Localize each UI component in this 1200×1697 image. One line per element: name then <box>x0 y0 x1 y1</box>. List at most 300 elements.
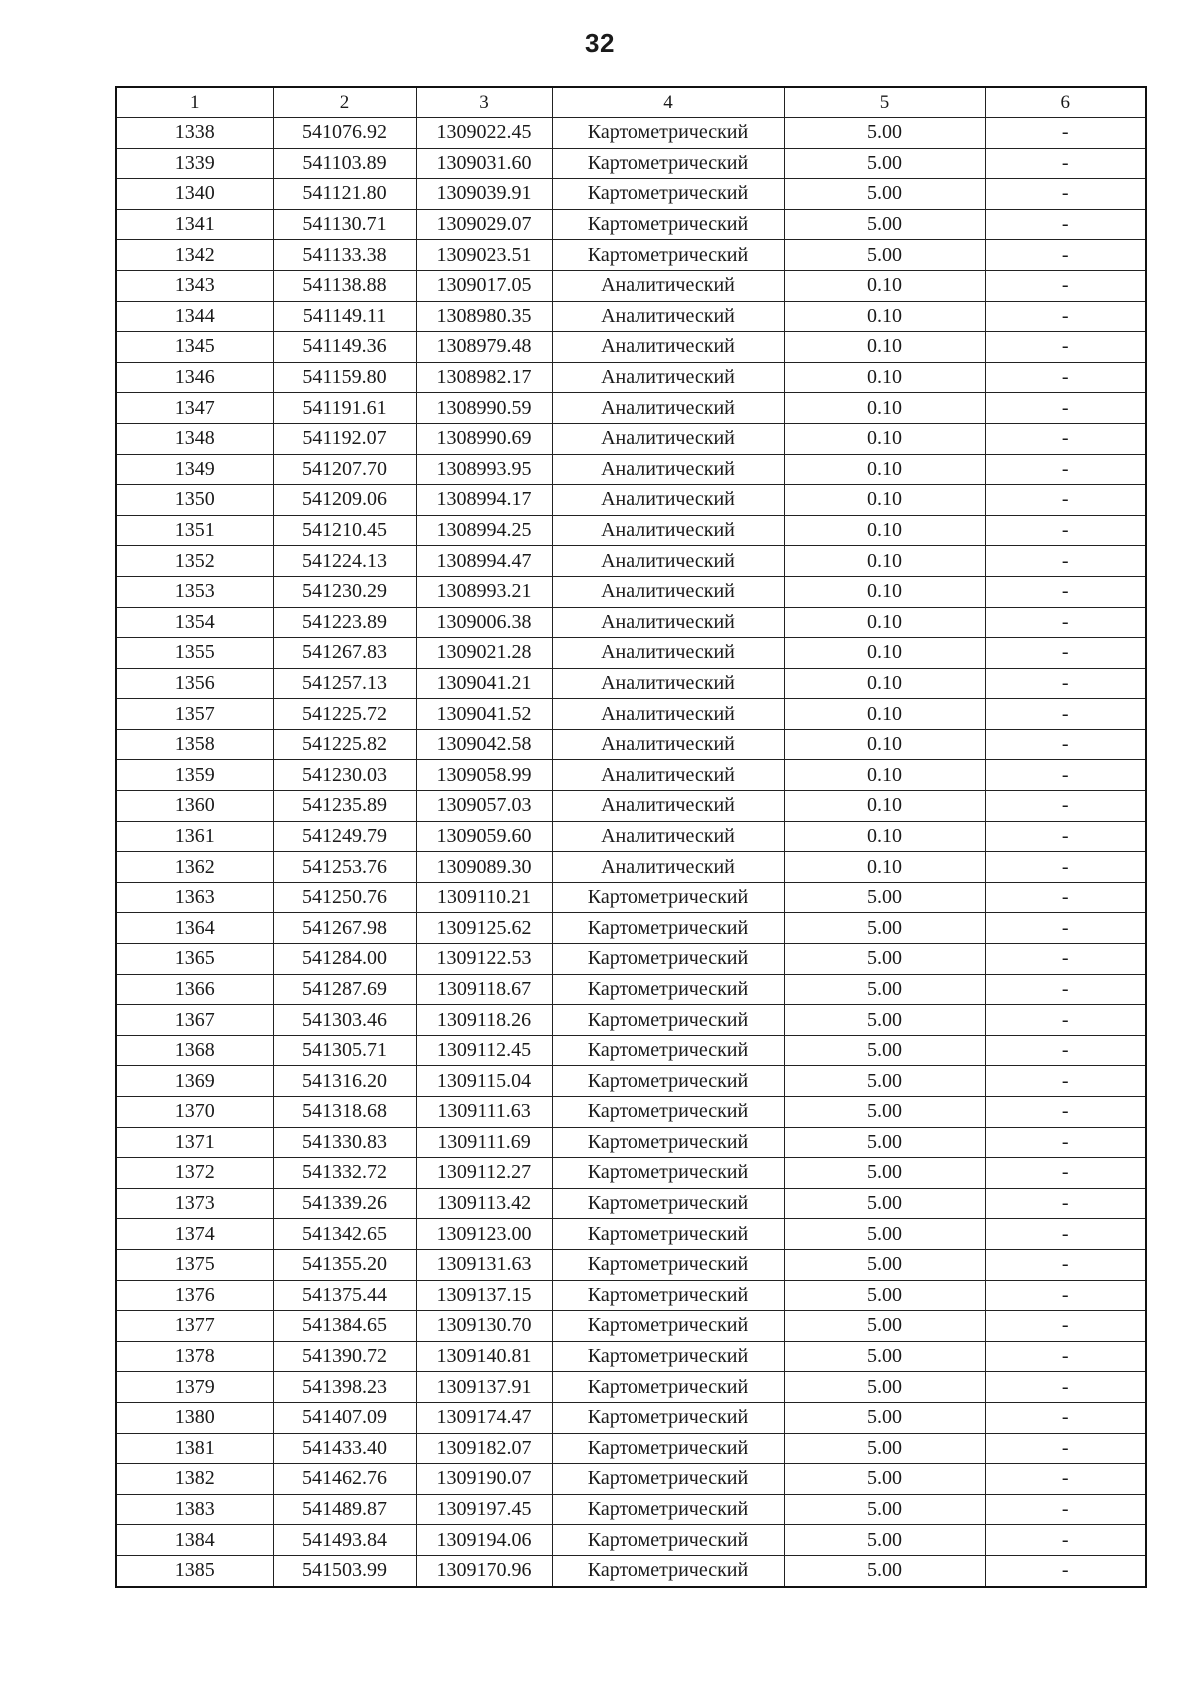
accuracy-cell: 0.10 <box>784 821 985 852</box>
x-coordinate-cell: 541159.80 <box>273 362 416 393</box>
table-row <box>116 1555 1146 1586</box>
method-cell: Картометрический <box>552 1433 784 1464</box>
point-number-cell: 1355 <box>116 638 273 669</box>
note-cell: - <box>985 1249 1146 1280</box>
note-cell: - <box>985 852 1146 883</box>
method-cell: Аналитический <box>552 576 784 607</box>
y-coordinate-cell: 1309194.06 <box>416 1525 552 1556</box>
method-cell: Аналитический <box>552 362 784 393</box>
point-number-cell: 1379 <box>116 1372 273 1403</box>
accuracy-cell: 5.00 <box>784 1555 985 1586</box>
x-coordinate-cell: 541249.79 <box>273 821 416 852</box>
method-cell: Картометрический <box>552 974 784 1005</box>
note-cell: - <box>985 913 1146 944</box>
method-cell: Аналитический <box>552 454 784 485</box>
note-cell: - <box>985 1005 1146 1036</box>
x-coordinate-cell: 541305.71 <box>273 1035 416 1066</box>
accuracy-cell: 5.00 <box>784 1433 985 1464</box>
point-number-cell: 1364 <box>116 913 273 944</box>
method-cell: Аналитический <box>552 485 784 516</box>
accuracy-cell: 5.00 <box>784 913 985 944</box>
point-number-cell: 1360 <box>116 791 273 822</box>
table-row <box>116 1433 1146 1464</box>
x-coordinate-cell: 541224.13 <box>273 546 416 577</box>
method-cell: Картометрический <box>552 1464 784 1495</box>
point-number-cell: 1373 <box>116 1188 273 1219</box>
x-coordinate-cell: 541121.80 <box>273 179 416 210</box>
method-cell: Аналитический <box>552 423 784 454</box>
method-cell: Картометрический <box>552 1555 784 1586</box>
y-coordinate-cell: 1309110.21 <box>416 882 552 913</box>
accuracy-cell: 0.10 <box>784 454 985 485</box>
accuracy-cell: 0.10 <box>784 515 985 546</box>
point-number-cell: 1366 <box>116 974 273 1005</box>
table-row <box>116 1066 1146 1097</box>
accuracy-cell: 0.10 <box>784 393 985 424</box>
table-row <box>116 1097 1146 1128</box>
y-coordinate-cell: 1309112.27 <box>416 1158 552 1189</box>
point-number-cell: 1375 <box>116 1249 273 1280</box>
method-cell: Картометрический <box>552 179 784 210</box>
method-cell: Картометрический <box>552 1158 784 1189</box>
x-coordinate-cell: 541407.09 <box>273 1402 416 1433</box>
point-number-cell: 1363 <box>116 882 273 913</box>
x-coordinate-cell: 541130.71 <box>273 209 416 240</box>
table-row <box>116 240 1146 271</box>
x-coordinate-cell: 541250.76 <box>273 882 416 913</box>
point-number-cell: 1347 <box>116 393 273 424</box>
method-cell: Картометрический <box>552 1219 784 1250</box>
method-cell: Картометрический <box>552 944 784 975</box>
table-row <box>116 760 1146 791</box>
method-cell: Картометрический <box>552 209 784 240</box>
point-number-cell: 1345 <box>116 332 273 363</box>
x-coordinate-cell: 541149.11 <box>273 301 416 332</box>
x-coordinate-cell: 541103.89 <box>273 148 416 179</box>
y-coordinate-cell: 1308982.17 <box>416 362 552 393</box>
accuracy-cell: 5.00 <box>784 1127 985 1158</box>
accuracy-cell: 5.00 <box>784 974 985 1005</box>
y-coordinate-cell: 1309041.52 <box>416 699 552 730</box>
x-coordinate-cell: 541318.68 <box>273 1097 416 1128</box>
accuracy-cell: 5.00 <box>784 209 985 240</box>
method-cell: Картометрический <box>552 1311 784 1342</box>
method-cell: Аналитический <box>552 729 784 760</box>
point-number-cell: 1378 <box>116 1341 273 1372</box>
accuracy-cell: 0.10 <box>784 332 985 363</box>
note-cell: - <box>985 1097 1146 1128</box>
y-coordinate-cell: 1309118.67 <box>416 974 552 1005</box>
y-coordinate-cell: 1308994.47 <box>416 546 552 577</box>
point-number-cell: 1372 <box>116 1158 273 1189</box>
y-coordinate-cell: 1309059.60 <box>416 821 552 852</box>
table-body <box>116 118 1146 1587</box>
method-cell: Аналитический <box>552 852 784 883</box>
x-coordinate-cell: 541316.20 <box>273 1066 416 1097</box>
table-row <box>116 791 1146 822</box>
accuracy-cell: 5.00 <box>784 1280 985 1311</box>
column-header: 1 <box>116 87 273 118</box>
accuracy-cell: 5.00 <box>784 148 985 179</box>
y-coordinate-cell: 1309130.70 <box>416 1311 552 1342</box>
note-cell: - <box>985 1280 1146 1311</box>
method-cell: Картометрический <box>552 1005 784 1036</box>
table-row <box>116 179 1146 210</box>
table-row <box>116 729 1146 760</box>
method-cell: Картометрический <box>552 882 784 913</box>
accuracy-cell: 5.00 <box>784 1372 985 1403</box>
method-cell: Картометрический <box>552 1341 784 1372</box>
table-row <box>116 974 1146 1005</box>
x-coordinate-cell: 541209.06 <box>273 485 416 516</box>
y-coordinate-cell: 1308990.69 <box>416 423 552 454</box>
x-coordinate-cell: 541225.82 <box>273 729 416 760</box>
point-number-cell: 1343 <box>116 270 273 301</box>
point-number-cell: 1348 <box>116 423 273 454</box>
note-cell: - <box>985 882 1146 913</box>
accuracy-cell: 5.00 <box>784 1219 985 1250</box>
x-coordinate-cell: 541398.23 <box>273 1372 416 1403</box>
note-cell: - <box>985 1158 1146 1189</box>
x-coordinate-cell: 541433.40 <box>273 1433 416 1464</box>
header-row <box>116 87 1146 118</box>
method-cell: Аналитический <box>552 546 784 577</box>
method-cell: Аналитический <box>552 607 784 638</box>
note-cell: - <box>985 729 1146 760</box>
y-coordinate-cell: 1309111.69 <box>416 1127 552 1158</box>
point-number-cell: 1351 <box>116 515 273 546</box>
table-row <box>116 821 1146 852</box>
x-coordinate-cell: 541235.89 <box>273 791 416 822</box>
accuracy-cell: 0.10 <box>784 423 985 454</box>
table-row <box>116 1402 1146 1433</box>
table-row <box>116 1464 1146 1495</box>
y-coordinate-cell: 1309057.03 <box>416 791 552 822</box>
point-number-cell: 1370 <box>116 1097 273 1128</box>
column-header: 5 <box>784 87 985 118</box>
accuracy-cell: 5.00 <box>784 1311 985 1342</box>
method-cell: Картометрический <box>552 1280 784 1311</box>
note-cell: - <box>985 515 1146 546</box>
accuracy-cell: 0.10 <box>784 270 985 301</box>
table-row <box>116 852 1146 883</box>
accuracy-cell: 0.10 <box>784 576 985 607</box>
note-cell: - <box>985 1464 1146 1495</box>
method-cell: Картометрический <box>552 1097 784 1128</box>
point-number-cell: 1384 <box>116 1525 273 1556</box>
accuracy-cell: 0.10 <box>784 699 985 730</box>
accuracy-cell: 5.00 <box>784 179 985 210</box>
point-number-cell: 1352 <box>116 546 273 577</box>
accuracy-cell: 5.00 <box>784 1249 985 1280</box>
y-coordinate-cell: 1309021.28 <box>416 638 552 669</box>
point-number-cell: 1383 <box>116 1494 273 1525</box>
note-cell: - <box>985 332 1146 363</box>
y-coordinate-cell: 1309089.30 <box>416 852 552 883</box>
accuracy-cell: 5.00 <box>784 1158 985 1189</box>
point-number-cell: 1376 <box>116 1280 273 1311</box>
x-coordinate-cell: 541192.07 <box>273 423 416 454</box>
note-cell: - <box>985 638 1146 669</box>
note-cell: - <box>985 760 1146 791</box>
method-cell: Аналитический <box>552 301 784 332</box>
table-row <box>116 270 1146 301</box>
x-coordinate-cell: 541230.03 <box>273 760 416 791</box>
accuracy-cell: 5.00 <box>784 1464 985 1495</box>
x-coordinate-cell: 541267.83 <box>273 638 416 669</box>
method-cell: Аналитический <box>552 515 784 546</box>
table-row <box>116 1311 1146 1342</box>
y-coordinate-cell: 1309031.60 <box>416 148 552 179</box>
method-cell: Аналитический <box>552 699 784 730</box>
accuracy-cell: 0.10 <box>784 362 985 393</box>
accuracy-cell: 5.00 <box>784 1494 985 1525</box>
y-coordinate-cell: 1309115.04 <box>416 1066 552 1097</box>
accuracy-cell: 5.00 <box>784 882 985 913</box>
x-coordinate-cell: 541257.13 <box>273 668 416 699</box>
y-coordinate-cell: 1309041.21 <box>416 668 552 699</box>
point-number-cell: 1377 <box>116 1311 273 1342</box>
accuracy-cell: 5.00 <box>784 118 985 149</box>
note-cell: - <box>985 362 1146 393</box>
note-cell: - <box>985 1035 1146 1066</box>
y-coordinate-cell: 1309111.63 <box>416 1097 552 1128</box>
note-cell: - <box>985 301 1146 332</box>
accuracy-cell: 0.10 <box>784 546 985 577</box>
accuracy-cell: 5.00 <box>784 1035 985 1066</box>
method-cell: Аналитический <box>552 760 784 791</box>
table-row <box>116 332 1146 363</box>
page-number: 32 <box>585 28 615 58</box>
point-number-cell: 1346 <box>116 362 273 393</box>
note-cell: - <box>985 1494 1146 1525</box>
y-coordinate-cell: 1309029.07 <box>416 209 552 240</box>
table-row <box>116 1494 1146 1525</box>
y-coordinate-cell: 1309137.15 <box>416 1280 552 1311</box>
table-row <box>116 1005 1146 1036</box>
x-coordinate-cell: 541330.83 <box>273 1127 416 1158</box>
x-coordinate-cell: 541390.72 <box>273 1341 416 1372</box>
accuracy-cell: 0.10 <box>784 760 985 791</box>
accuracy-cell: 5.00 <box>784 1097 985 1128</box>
note-cell: - <box>985 1341 1146 1372</box>
table-row <box>116 1525 1146 1556</box>
point-number-cell: 1359 <box>116 760 273 791</box>
x-coordinate-cell: 541191.61 <box>273 393 416 424</box>
note-cell: - <box>985 179 1146 210</box>
point-number-cell: 1354 <box>116 607 273 638</box>
x-coordinate-cell: 541210.45 <box>273 515 416 546</box>
y-coordinate-cell: 1309137.91 <box>416 1372 552 1403</box>
point-number-cell: 1350 <box>116 485 273 516</box>
note-cell: - <box>985 1127 1146 1158</box>
accuracy-cell: 5.00 <box>784 1525 985 1556</box>
note-cell: - <box>985 1525 1146 1556</box>
y-coordinate-cell: 1309023.51 <box>416 240 552 271</box>
method-cell: Картометрический <box>552 1249 784 1280</box>
table-row <box>116 638 1146 669</box>
y-coordinate-cell: 1309112.45 <box>416 1035 552 1066</box>
note-cell: - <box>985 576 1146 607</box>
y-coordinate-cell: 1309039.91 <box>416 179 552 210</box>
table-row <box>116 1280 1146 1311</box>
table-row <box>116 913 1146 944</box>
note-cell: - <box>985 699 1146 730</box>
table-row <box>116 576 1146 607</box>
note-cell: - <box>985 668 1146 699</box>
note-cell: - <box>985 974 1146 1005</box>
y-coordinate-cell: 1309125.62 <box>416 913 552 944</box>
point-number-cell: 1361 <box>116 821 273 852</box>
note-cell: - <box>985 148 1146 179</box>
x-coordinate-cell: 541287.69 <box>273 974 416 1005</box>
accuracy-cell: 5.00 <box>784 1402 985 1433</box>
column-header: 2 <box>273 87 416 118</box>
note-cell: - <box>985 209 1146 240</box>
y-coordinate-cell: 1309042.58 <box>416 729 552 760</box>
y-coordinate-cell: 1309131.63 <box>416 1249 552 1280</box>
x-coordinate-cell: 541384.65 <box>273 1311 416 1342</box>
point-number-cell: 1357 <box>116 699 273 730</box>
note-cell: - <box>985 454 1146 485</box>
method-cell: Картометрический <box>552 1402 784 1433</box>
x-coordinate-cell: 541133.38 <box>273 240 416 271</box>
x-coordinate-cell: 541223.89 <box>273 607 416 638</box>
accuracy-cell: 0.10 <box>784 638 985 669</box>
note-cell: - <box>985 607 1146 638</box>
y-coordinate-cell: 1308993.21 <box>416 576 552 607</box>
table-row <box>116 1341 1146 1372</box>
y-coordinate-cell: 1309190.07 <box>416 1464 552 1495</box>
point-number-cell: 1367 <box>116 1005 273 1036</box>
accuracy-cell: 5.00 <box>784 944 985 975</box>
point-number-cell: 1356 <box>116 668 273 699</box>
column-header: 6 <box>985 87 1146 118</box>
method-cell: Картометрический <box>552 1188 784 1219</box>
x-coordinate-cell: 541375.44 <box>273 1280 416 1311</box>
note-cell: - <box>985 821 1146 852</box>
table-row <box>116 515 1146 546</box>
point-number-cell: 1341 <box>116 209 273 240</box>
y-coordinate-cell: 1309174.47 <box>416 1402 552 1433</box>
point-number-cell: 1371 <box>116 1127 273 1158</box>
point-number-cell: 1339 <box>116 148 273 179</box>
accuracy-cell: 5.00 <box>784 1188 985 1219</box>
table-row <box>116 546 1146 577</box>
point-number-cell: 1342 <box>116 240 273 271</box>
method-cell: Аналитический <box>552 332 784 363</box>
y-coordinate-cell: 1309123.00 <box>416 1219 552 1250</box>
x-coordinate-cell: 541332.72 <box>273 1158 416 1189</box>
table-row <box>116 454 1146 485</box>
table-row <box>116 607 1146 638</box>
x-coordinate-cell: 541342.65 <box>273 1219 416 1250</box>
x-coordinate-cell: 541462.76 <box>273 1464 416 1495</box>
table-row <box>116 301 1146 332</box>
table-row <box>116 1188 1146 1219</box>
table-row <box>116 882 1146 913</box>
point-number-cell: 1358 <box>116 729 273 760</box>
point-number-cell: 1380 <box>116 1402 273 1433</box>
method-cell: Аналитический <box>552 791 784 822</box>
point-number-cell: 1368 <box>116 1035 273 1066</box>
table-row <box>116 1035 1146 1066</box>
point-number-cell: 1362 <box>116 852 273 883</box>
y-coordinate-cell: 1309022.45 <box>416 118 552 149</box>
note-cell: - <box>985 423 1146 454</box>
y-coordinate-cell: 1309017.05 <box>416 270 552 301</box>
method-cell: Аналитический <box>552 393 784 424</box>
point-number-cell: 1381 <box>116 1433 273 1464</box>
y-coordinate-cell: 1309058.99 <box>416 760 552 791</box>
y-coordinate-cell: 1309140.81 <box>416 1341 552 1372</box>
x-coordinate-cell: 541303.46 <box>273 1005 416 1036</box>
table-row <box>116 423 1146 454</box>
point-number-cell: 1340 <box>116 179 273 210</box>
table-row <box>116 944 1146 975</box>
y-coordinate-cell: 1309182.07 <box>416 1433 552 1464</box>
note-cell: - <box>985 546 1146 577</box>
table-row <box>116 393 1146 424</box>
accuracy-cell: 0.10 <box>784 485 985 516</box>
y-coordinate-cell: 1309113.42 <box>416 1188 552 1219</box>
point-number-cell: 1369 <box>116 1066 273 1097</box>
note-cell: - <box>985 1433 1146 1464</box>
x-coordinate-cell: 541339.26 <box>273 1188 416 1219</box>
table-row <box>116 485 1146 516</box>
accuracy-cell: 5.00 <box>784 1066 985 1097</box>
note-cell: - <box>985 118 1146 149</box>
accuracy-cell: 0.10 <box>784 301 985 332</box>
note-cell: - <box>985 485 1146 516</box>
x-coordinate-cell: 541355.20 <box>273 1249 416 1280</box>
method-cell: Картометрический <box>552 148 784 179</box>
method-cell: Картометрический <box>552 118 784 149</box>
note-cell: - <box>985 1555 1146 1586</box>
method-cell: Картометрический <box>552 1127 784 1158</box>
note-cell: - <box>985 944 1146 975</box>
y-coordinate-cell: 1309006.38 <box>416 607 552 638</box>
note-cell: - <box>985 1402 1146 1433</box>
x-coordinate-cell: 541284.00 <box>273 944 416 975</box>
y-coordinate-cell: 1309170.96 <box>416 1555 552 1586</box>
y-coordinate-cell: 1309197.45 <box>416 1494 552 1525</box>
coordinates-table <box>115 86 1147 1588</box>
method-cell: Аналитический <box>552 668 784 699</box>
method-cell: Картометрический <box>552 1525 784 1556</box>
table-row <box>116 1372 1146 1403</box>
x-coordinate-cell: 541149.36 <box>273 332 416 363</box>
table-row <box>116 118 1146 149</box>
point-number-cell: 1338 <box>116 118 273 149</box>
x-coordinate-cell: 541253.76 <box>273 852 416 883</box>
accuracy-cell: 0.10 <box>784 729 985 760</box>
accuracy-cell: 5.00 <box>784 1005 985 1036</box>
point-number-cell: 1349 <box>116 454 273 485</box>
method-cell: Картометрический <box>552 1066 784 1097</box>
y-coordinate-cell: 1309118.26 <box>416 1005 552 1036</box>
table-row <box>116 209 1146 240</box>
table-row <box>116 148 1146 179</box>
table-row <box>116 362 1146 393</box>
accuracy-cell: 0.10 <box>784 668 985 699</box>
column-header: 4 <box>552 87 784 118</box>
point-number-cell: 1365 <box>116 944 273 975</box>
x-coordinate-cell: 541138.88 <box>273 270 416 301</box>
accuracy-cell: 5.00 <box>784 1341 985 1372</box>
x-coordinate-cell: 541076.92 <box>273 118 416 149</box>
coordinates-table-container <box>115 86 1145 1588</box>
